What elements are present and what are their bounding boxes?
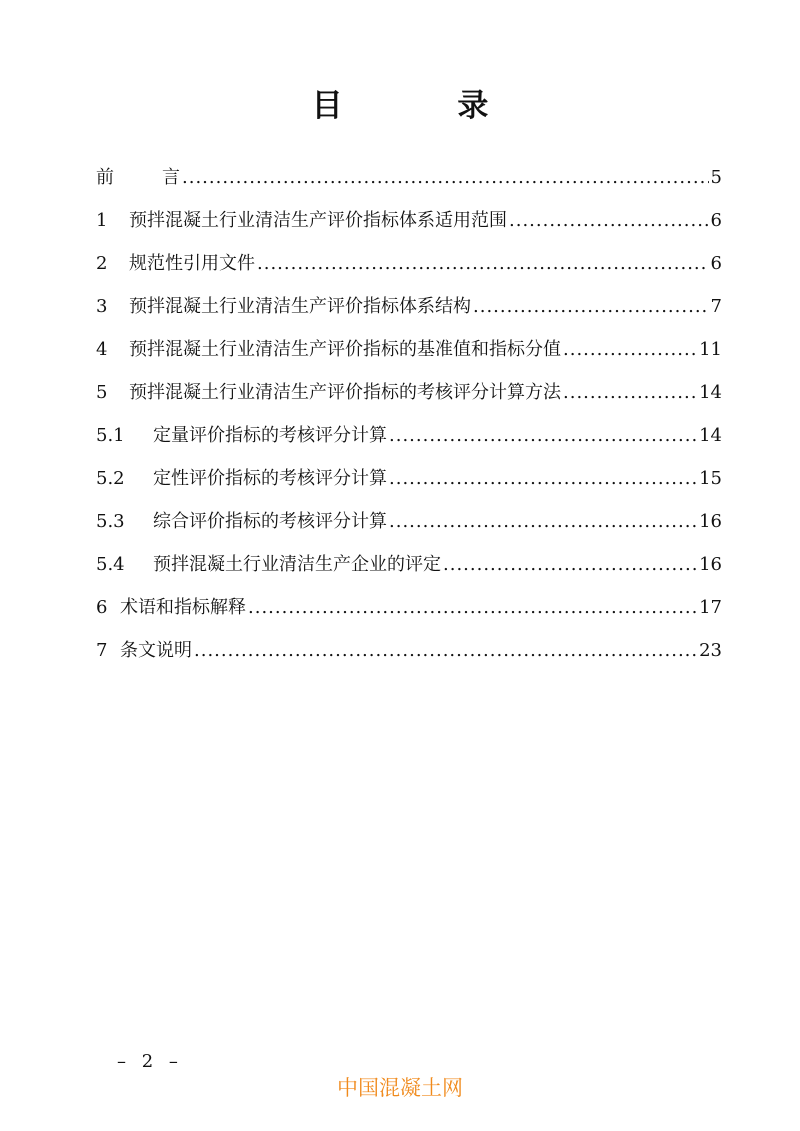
- toc-entry-label: 言: [162, 167, 180, 188]
- page-number: – 2 –: [117, 1051, 183, 1072]
- toc-entry-3[interactable]: [96, 285, 722, 328]
- toc-leader-dots: [182, 156, 709, 199]
- toc-entry-page: 6: [710, 253, 722, 274]
- toc-entry-number: 5: [96, 382, 108, 403]
- toc-entry-7[interactable]: [96, 629, 722, 672]
- toc-leader-dots: [389, 414, 697, 457]
- toc-entry-page: 15: [699, 468, 722, 489]
- toc-leader-dots: [389, 500, 697, 543]
- toc-entry-5-4[interactable]: [96, 543, 722, 586]
- toc-entry-label: 条文说明: [120, 640, 192, 661]
- toc-entry-5-2[interactable]: [96, 457, 722, 500]
- toc-entry-number: 6: [96, 597, 108, 618]
- toc-leader-dots: [389, 457, 697, 500]
- toc-leader-dots: [563, 328, 697, 371]
- toc-entry-page: 16: [699, 554, 722, 575]
- table-of-contents: [96, 156, 722, 672]
- toc-entry-6[interactable]: [96, 586, 722, 629]
- toc-entry-number: 4: [96, 339, 108, 360]
- toc-entry-number: 3: [96, 296, 108, 317]
- toc-leader-dots: [194, 629, 697, 672]
- toc-entry-page: 14: [699, 425, 722, 446]
- toc-entry-5-1[interactable]: [96, 414, 722, 457]
- toc-leader-dots: [509, 199, 709, 242]
- toc-entry-5-3[interactable]: [96, 500, 722, 543]
- toc-entry-page: 5: [710, 167, 722, 188]
- toc-entry-label: 规范性引用文件: [129, 253, 255, 274]
- toc-entry-number: 5.3: [96, 511, 125, 532]
- page-title: 目 录: [311, 88, 541, 124]
- toc-entry-number: 前: [96, 167, 114, 188]
- toc-entry-label: 定性评价指标的考核评分计算: [153, 468, 387, 489]
- toc-entry-page: 17: [699, 597, 722, 618]
- toc-entry-page: 14: [699, 382, 722, 403]
- watermark-logo-text: 中国混凝土网: [337, 1076, 463, 1100]
- toc-leader-dots: [257, 242, 709, 285]
- toc-entry-page: 16: [699, 511, 722, 532]
- toc-entry-label: 预拌混凝土行业清洁生产企业的评定: [153, 554, 441, 575]
- toc-entry-page: 7: [710, 296, 722, 317]
- toc-entry-label: 预拌混凝土行业清洁生产评价指标的考核评分计算方法: [129, 382, 561, 403]
- toc-entry-preface[interactable]: [96, 156, 722, 199]
- toc-entry-number: 2: [96, 253, 108, 274]
- toc-entry-4[interactable]: [96, 328, 722, 371]
- toc-leader-dots: [563, 371, 697, 414]
- toc-entry-label: 预拌混凝土行业清洁生产评价指标的基准值和指标分值: [129, 339, 561, 360]
- toc-entry-number: 5.4: [96, 554, 125, 575]
- toc-leader-dots: [473, 285, 709, 328]
- toc-entry-number: 5.1: [96, 425, 125, 446]
- toc-entry-number: 1: [96, 210, 108, 231]
- toc-entry-1[interactable]: [96, 199, 722, 242]
- toc-entry-page: 6: [710, 210, 722, 231]
- toc-entry-number: 5.2: [96, 468, 125, 489]
- toc-leader-dots: [443, 543, 697, 586]
- toc-entry-label: 综合评价指标的考核评分计算: [153, 511, 387, 532]
- toc-leader-dots: [248, 586, 697, 629]
- toc-entry-number: 7: [96, 640, 108, 661]
- toc-entry-label: 预拌混凝土行业清洁生产评价指标体系结构: [129, 296, 471, 317]
- toc-entry-label: 术语和指标解释: [120, 597, 246, 618]
- toc-entry-page: 23: [699, 640, 722, 661]
- toc-entry-label: 定量评价指标的考核评分计算: [153, 425, 387, 446]
- toc-entry-page: 11: [699, 339, 722, 360]
- toc-entry-label: 预拌混凝土行业清洁生产评价指标体系适用范围: [129, 210, 507, 231]
- toc-entry-2[interactable]: [96, 242, 722, 285]
- toc-entry-5[interactable]: [96, 371, 722, 414]
